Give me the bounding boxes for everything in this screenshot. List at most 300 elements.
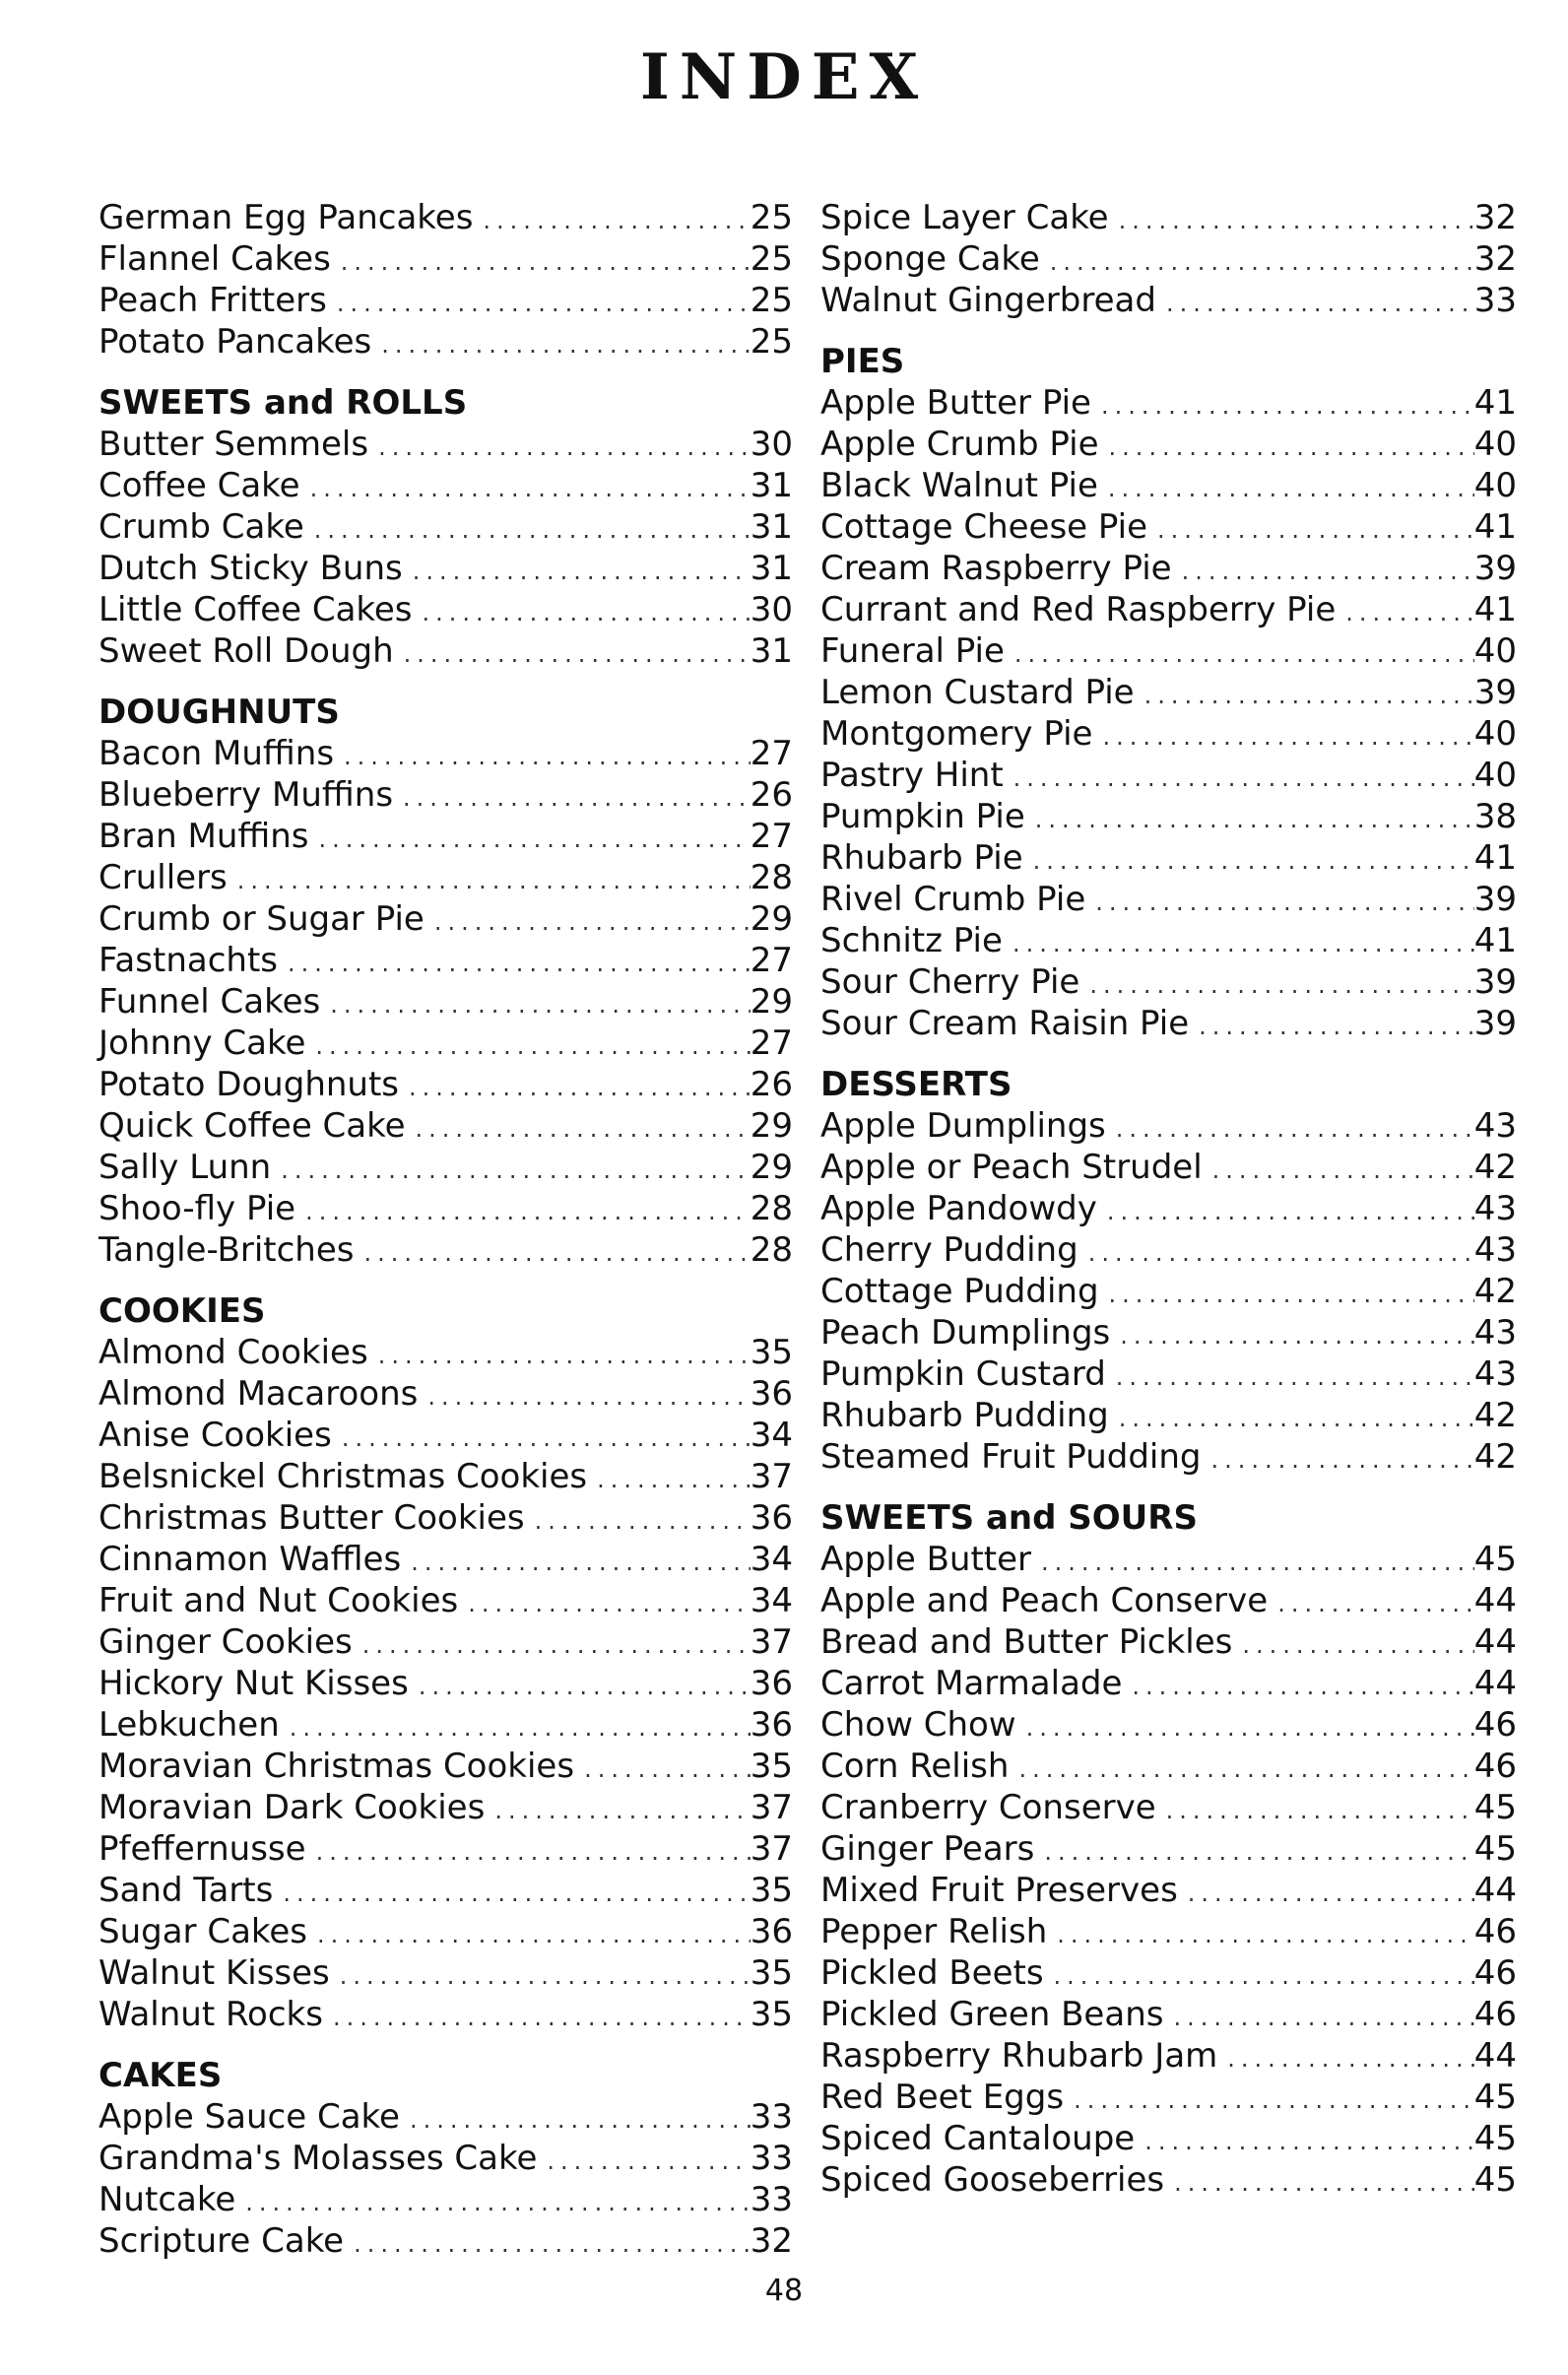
entry-page-number: 46: [1473, 1995, 1517, 2034]
dot-leader: [1041, 1542, 1474, 1583]
entry-name: Bread and Butter Pickles: [820, 1622, 1233, 1662]
dot-leader: [1116, 1356, 1474, 1398]
index-entry: [98, 465, 793, 506]
entry-name: Anise Cookies: [98, 1416, 332, 1455]
index-section: [98, 2055, 793, 2262]
entry-page-number: 43: [1473, 1354, 1517, 1394]
entry-page-number: 27: [750, 734, 793, 773]
entry-page-number: 33: [1473, 281, 1517, 320]
entry-page-number: 39: [1473, 962, 1517, 1002]
entry-page-number: 41: [1473, 921, 1517, 960]
index-entry: [820, 1271, 1517, 1312]
index-entry: [98, 1746, 793, 1787]
entry-name: Cream Raspberry Pie: [820, 549, 1172, 588]
dot-leader: [411, 1542, 751, 1583]
section-heading: SWEETS and SOURS: [820, 1498, 1198, 1538]
index-entry: [820, 961, 1517, 1003]
dot-leader: [468, 1583, 751, 1624]
entry-name: Sand Tarts: [98, 1871, 274, 1910]
entry-page-number: 28: [750, 858, 793, 897]
entry-page-number: 39: [1473, 1004, 1517, 1043]
entry-name: Pumpkin Custard: [820, 1354, 1106, 1394]
entry-name: Sour Cream Raisin Pie: [820, 1004, 1190, 1043]
entry-page-number: 37: [750, 1829, 793, 1869]
entry-page-number: 27: [750, 941, 793, 980]
dot-leader: [1120, 1315, 1473, 1356]
section-heading: CAKES: [98, 2056, 223, 2095]
dot-leader: [1144, 675, 1474, 716]
dot-leader: [1188, 1873, 1474, 1914]
entry-name: Corn Relish: [820, 1747, 1010, 1786]
dot-leader: [330, 984, 751, 1025]
entry-page-number: 33: [750, 2097, 793, 2137]
dot-leader: [310, 468, 751, 509]
entry-page-number: 36: [750, 1374, 793, 1414]
dot-leader: [1095, 882, 1473, 923]
index-entry: [98, 940, 793, 981]
entry-name: Johnny Cake: [98, 1023, 306, 1063]
entry-page-number: 41: [1473, 383, 1517, 423]
index-entry: [820, 1621, 1517, 1663]
dot-leader: [1088, 1232, 1474, 1274]
entry-page-number: 33: [750, 2139, 793, 2178]
dot-leader: [337, 283, 751, 324]
entry-name: Schnitz Pie: [820, 921, 1003, 960]
index-entry: [98, 1064, 793, 1105]
entry-name: German Egg Pancakes: [98, 198, 474, 237]
index-entry: [98, 506, 793, 548]
entry-page-number: 29: [750, 1106, 793, 1146]
index-entry: [98, 1539, 793, 1580]
entry-page-number: 37: [750, 1457, 793, 1496]
entry-page-number: 44: [1473, 1581, 1517, 1620]
index-entry: [98, 1188, 793, 1229]
index-entry: [820, 1828, 1517, 1870]
dot-leader: [1102, 716, 1473, 758]
entry-page-number: 43: [1473, 1189, 1517, 1228]
entry-page-number: 40: [1473, 466, 1517, 505]
dot-leader: [283, 1873, 750, 1914]
dot-leader: [1074, 2079, 1474, 2121]
dot-leader: [1212, 1150, 1474, 1191]
dot-leader: [237, 860, 751, 901]
entry-name: Rhubarb Pie: [820, 838, 1023, 878]
entry-name: Mixed Fruit Preserves: [820, 1871, 1178, 1910]
entry-page-number: 45: [1473, 2078, 1517, 2117]
entry-name: Red Beet Eggs: [820, 2078, 1065, 2117]
entry-name: Apple Butter Pie: [820, 383, 1091, 423]
dot-leader: [378, 1335, 751, 1376]
entry-name: Sally Lunn: [98, 1148, 272, 1187]
entry-name: Raspberry Rhubarb Jam: [820, 2036, 1218, 2076]
dot-leader: [1018, 1748, 1473, 1790]
entry-name: Walnut Kisses: [98, 1953, 330, 1993]
dot-leader: [344, 736, 751, 777]
entry-page-number: 36: [750, 1498, 793, 1538]
entry-page-number: 44: [1473, 1664, 1517, 1703]
dot-leader: [1108, 468, 1474, 509]
entry-page-number: 37: [750, 1788, 793, 1827]
entry-page-number: 32: [1473, 198, 1517, 237]
dot-leader: [1057, 1914, 1473, 1955]
index-section: [98, 1290, 793, 2035]
entry-page-number: 26: [750, 775, 793, 815]
dot-leader: [1144, 2121, 1474, 2162]
dot-leader: [1242, 1624, 1473, 1666]
index-entry: [820, 1870, 1517, 1911]
entry-page-number: 40: [1473, 714, 1517, 754]
dot-leader: [1119, 200, 1474, 241]
dot-leader: [378, 427, 751, 468]
index-entry: [98, 1023, 793, 1064]
entry-page-number: 32: [1473, 239, 1517, 279]
entry-page-number: 42: [1473, 1437, 1517, 1477]
dot-leader: [1109, 427, 1474, 468]
entry-name: Ginger Cookies: [98, 1622, 353, 1662]
entry-page-number: 35: [750, 1953, 793, 1993]
index-entry: [820, 1994, 1517, 2035]
entry-page-number: 27: [750, 817, 793, 856]
entry-page-number: 46: [1473, 1953, 1517, 1993]
index-entry: [820, 2118, 1517, 2159]
section-heading: DESSERTS: [820, 1065, 1013, 1104]
index-entry: [98, 1415, 793, 1456]
index-entry: [98, 1870, 793, 1911]
entry-name: Almond Cookies: [98, 1333, 368, 1372]
dot-leader: [281, 1150, 751, 1191]
index-entry: [98, 816, 793, 857]
entry-name: Spiced Gooseberries: [820, 2160, 1165, 2200]
index-entry: [98, 1373, 793, 1415]
entry-name: Shoo-fly Pie: [98, 1189, 296, 1228]
index-entry: [98, 1663, 793, 1704]
entry-name: Walnut Rocks: [98, 1995, 323, 2034]
entry-page-number: 43: [1473, 1313, 1517, 1352]
entry-name: Cranberry Conserve: [820, 1788, 1156, 1827]
entry-name: Pfeffernusse: [98, 1829, 306, 1869]
dot-leader: [1173, 1997, 1473, 2038]
index-column-right: [820, 197, 1517, 2201]
entry-name: Spice Layer Cake: [820, 198, 1109, 237]
index-entry: [98, 1497, 793, 1539]
index-entry: [98, 733, 793, 774]
dot-leader: [1035, 799, 1474, 840]
entry-name: Black Walnut Pie: [820, 466, 1098, 505]
dot-leader: [1054, 1955, 1474, 1997]
entry-name: Bran Muffins: [98, 817, 309, 856]
dot-leader: [413, 551, 751, 592]
entry-name: Pumpkin Pie: [820, 797, 1025, 836]
index-entry: [820, 1787, 1517, 1828]
dot-leader: [290, 1707, 751, 1748]
entry-name: Cottage Pudding: [820, 1272, 1099, 1311]
entry-name: Tangle-Britches: [98, 1230, 355, 1270]
entry-page-number: 34: [750, 1416, 793, 1455]
entry-name: Bacon Muffins: [98, 734, 335, 773]
index-entry: [820, 1580, 1517, 1621]
entry-page-number: 31: [750, 549, 793, 588]
entry-name: Pickled Beets: [820, 1953, 1044, 1993]
entry-name: Pickled Green Beans: [820, 1995, 1164, 2034]
entry-page-number: 39: [1473, 880, 1517, 919]
dot-leader: [404, 633, 751, 675]
page-number: 48: [764, 2274, 804, 2308]
entry-page-number: 43: [1473, 1106, 1517, 1146]
index-entry: [820, 837, 1517, 879]
entry-page-number: 25: [750, 322, 793, 362]
entry-name: Apple Crumb Pie: [820, 425, 1099, 464]
index-entry: [820, 630, 1517, 672]
index-entry: [98, 1787, 793, 1828]
entry-name: Apple Butter: [820, 1540, 1032, 1579]
index-entry: [98, 2220, 793, 2262]
index-entry: [98, 1704, 793, 1746]
index-section: [98, 197, 793, 363]
dot-leader: [1089, 964, 1473, 1006]
dot-leader: [1013, 923, 1474, 964]
dot-leader: [423, 592, 751, 633]
index-entry: [98, 238, 793, 280]
index-entry: [820, 1436, 1517, 1478]
index-column-left: [98, 197, 793, 2262]
entry-page-number: 29: [750, 1148, 793, 1187]
index-entry: [820, 1105, 1517, 1147]
entry-page-number: 25: [750, 239, 793, 279]
index-entry: [820, 1704, 1517, 1746]
dot-leader: [1050, 241, 1474, 283]
dot-leader: [1013, 758, 1474, 799]
entry-page-number: 25: [750, 198, 793, 237]
dot-leader: [1157, 509, 1474, 551]
entry-page-number: 31: [750, 631, 793, 671]
entry-page-number: 33: [750, 2180, 793, 2219]
dot-leader: [362, 1624, 751, 1666]
entry-page-number: 28: [750, 1189, 793, 1228]
dot-leader: [314, 509, 751, 551]
entry-page-number: 30: [750, 590, 793, 629]
index-entry: [820, 589, 1517, 630]
index-entry: [820, 1746, 1517, 1787]
entry-page-number: 26: [750, 1065, 793, 1104]
entry-name: Carrot Marmalade: [820, 1664, 1123, 1703]
entry-page-number: 45: [1473, 2160, 1517, 2200]
entry-page-number: 32: [750, 2221, 793, 2261]
entry-name: Cottage Cheese Pie: [820, 507, 1148, 547]
dot-leader: [363, 1232, 750, 1274]
dot-leader: [317, 1914, 751, 1955]
entry-page-number: 42: [1473, 1396, 1517, 1435]
dot-leader: [381, 324, 751, 365]
dot-leader: [1132, 1666, 1473, 1707]
entry-page-number: 34: [750, 1540, 793, 1579]
entry-name: Funnel Cakes: [98, 982, 321, 1022]
index-entry: [98, 981, 793, 1023]
entry-page-number: 41: [1473, 507, 1517, 547]
dot-leader: [1166, 1790, 1474, 1831]
entry-page-number: 41: [1473, 590, 1517, 629]
index-entry: [820, 382, 1517, 424]
entry-page-number: 40: [1473, 425, 1517, 464]
index-section: [820, 1064, 1517, 1478]
entry-name: Little Coffee Cakes: [98, 590, 413, 629]
dot-leader: [416, 1108, 751, 1150]
entry-page-number: 35: [750, 1995, 793, 2034]
index-entry: [820, 1395, 1517, 1436]
index-entry: [98, 857, 793, 898]
entry-name: Lemon Custard Pie: [820, 673, 1135, 712]
entry-name: Moravian Christmas Cookies: [98, 1747, 575, 1786]
index-entry: [98, 2138, 793, 2179]
dot-leader: [333, 1997, 751, 2038]
dot-leader: [494, 1790, 750, 1831]
index-entry: [820, 1003, 1517, 1044]
entry-name: Quick Coffee Cake: [98, 1106, 406, 1146]
entry-name: Sweet Roll Dough: [98, 631, 394, 671]
dot-leader: [1107, 1191, 1474, 1232]
entry-page-number: 39: [1473, 673, 1517, 712]
dot-leader: [547, 2141, 750, 2182]
entry-page-number: 44: [1473, 1871, 1517, 1910]
index-entry: [98, 1994, 793, 2035]
dot-leader: [1174, 2162, 1474, 2204]
entry-page-number: 29: [750, 982, 793, 1022]
entry-name: Crullers: [98, 858, 228, 897]
entry-page-number: 45: [1473, 1829, 1517, 1869]
index-entry: [820, 238, 1517, 280]
dot-leader: [1345, 592, 1473, 633]
dot-leader: [316, 1831, 751, 1873]
entry-name: Apple or Peach Strudel: [820, 1148, 1203, 1187]
index-entry: [820, 1188, 1517, 1229]
entry-name: Fruit and Nut Cookies: [98, 1581, 459, 1620]
index-entry: [820, 2077, 1517, 2118]
dot-leader: [1033, 840, 1474, 882]
entry-page-number: 36: [750, 1705, 793, 1745]
entry-name: Crumb Cake: [98, 507, 304, 547]
entry-name: Hickory Nut Kisses: [98, 1664, 409, 1703]
index-section: [98, 382, 793, 672]
index-entry: [820, 755, 1517, 796]
dot-leader: [1116, 1108, 1474, 1150]
entry-page-number: 35: [750, 1333, 793, 1372]
index-entry: [820, 548, 1517, 589]
entry-page-number: 35: [750, 1871, 793, 1910]
index-entry: [820, 2159, 1517, 2201]
entry-name: Apple Dumplings: [820, 1106, 1106, 1146]
entry-page-number: 38: [1473, 797, 1517, 836]
section-heading: PIES: [820, 342, 905, 381]
entry-page-number: 44: [1473, 1622, 1517, 1662]
dot-leader: [1227, 2038, 1473, 2079]
section-heading: DOUGHNUTS: [98, 693, 340, 732]
entry-page-number: 42: [1473, 1272, 1517, 1311]
index-entry: [98, 548, 793, 589]
entry-page-number: 28: [750, 1230, 793, 1270]
index-entry: [98, 197, 793, 238]
dot-leader: [403, 777, 751, 819]
dot-leader: [535, 1500, 751, 1542]
entry-name: Chow Chow: [820, 1705, 1016, 1745]
entry-name: Montgomery Pie: [820, 714, 1093, 754]
entry-page-number: 30: [750, 425, 793, 464]
entry-page-number: 40: [1473, 756, 1517, 795]
entry-name: Steamed Fruit Pudding: [820, 1437, 1202, 1477]
entry-name: Grandma's Molasses Cake: [98, 2139, 538, 2178]
dot-leader: [1014, 633, 1474, 675]
entry-name: Christmas Butter Cookies: [98, 1498, 525, 1538]
dot-leader: [245, 2182, 750, 2223]
entry-name: Apple Sauce Cake: [98, 2097, 400, 2137]
entry-name: Pepper Relish: [820, 1912, 1048, 1951]
dot-leader: [419, 1666, 751, 1707]
dot-leader: [342, 1418, 751, 1459]
dot-leader: [410, 2099, 751, 2141]
entry-name: Fastnachts: [98, 941, 278, 980]
entry-page-number: 25: [750, 281, 793, 320]
entry-page-number: 29: [750, 899, 793, 939]
dot-leader: [1166, 283, 1474, 324]
index-section: [820, 1497, 1517, 2201]
index-entry: [98, 774, 793, 816]
index-entry: [98, 1105, 793, 1147]
entry-page-number: 35: [750, 1747, 793, 1786]
entry-page-number: 45: [1473, 1788, 1517, 1827]
dot-leader: [354, 2223, 751, 2265]
entry-name: Crumb or Sugar Pie: [98, 899, 425, 939]
dot-leader: [434, 901, 751, 943]
dot-leader: [340, 1955, 751, 1997]
entry-page-number: 31: [750, 466, 793, 505]
entry-name: Apple Pandowdy: [820, 1189, 1097, 1228]
entry-page-number: 36: [750, 1912, 793, 1951]
entry-page-number: 45: [1473, 2119, 1517, 2158]
entry-page-number: 43: [1473, 1230, 1517, 1270]
entry-name: Potato Doughnuts: [98, 1065, 400, 1104]
index-entry: [820, 1147, 1517, 1188]
page-title: INDEX: [639, 40, 929, 114]
entry-page-number: 40: [1473, 631, 1517, 671]
index-entry: [820, 280, 1517, 321]
index-entry: [98, 321, 793, 363]
entry-name: Coffee Cake: [98, 466, 300, 505]
index-entry: [98, 424, 793, 465]
index-entry: [98, 1229, 793, 1271]
dot-leader: [1101, 385, 1474, 427]
entry-page-number: 46: [1473, 1705, 1517, 1745]
dot-leader: [1119, 1398, 1474, 1439]
index-entry: [98, 1828, 793, 1870]
index-entry: [820, 796, 1517, 837]
index-section: [98, 692, 793, 1271]
entry-name: Flannel Cakes: [98, 239, 331, 279]
entry-name: Pastry Hint: [820, 756, 1004, 795]
index-entry: [98, 280, 793, 321]
index-entry: [820, 506, 1517, 548]
entry-name: Sponge Cake: [820, 239, 1040, 279]
index-entry: [98, 1147, 793, 1188]
index-entry: [820, 920, 1517, 961]
entry-page-number: 34: [750, 1581, 793, 1620]
entry-name: Sour Cherry Pie: [820, 962, 1080, 1002]
entry-page-number: 41: [1473, 838, 1517, 878]
entry-name: Dutch Sticky Buns: [98, 549, 403, 588]
entry-name: Nutcake: [98, 2180, 236, 2219]
index-entry: [98, 1580, 793, 1621]
index-entry: [98, 1911, 793, 1952]
index-entry: [98, 2096, 793, 2138]
entry-name: Sugar Cakes: [98, 1912, 308, 1951]
dot-leader: [1026, 1707, 1474, 1748]
